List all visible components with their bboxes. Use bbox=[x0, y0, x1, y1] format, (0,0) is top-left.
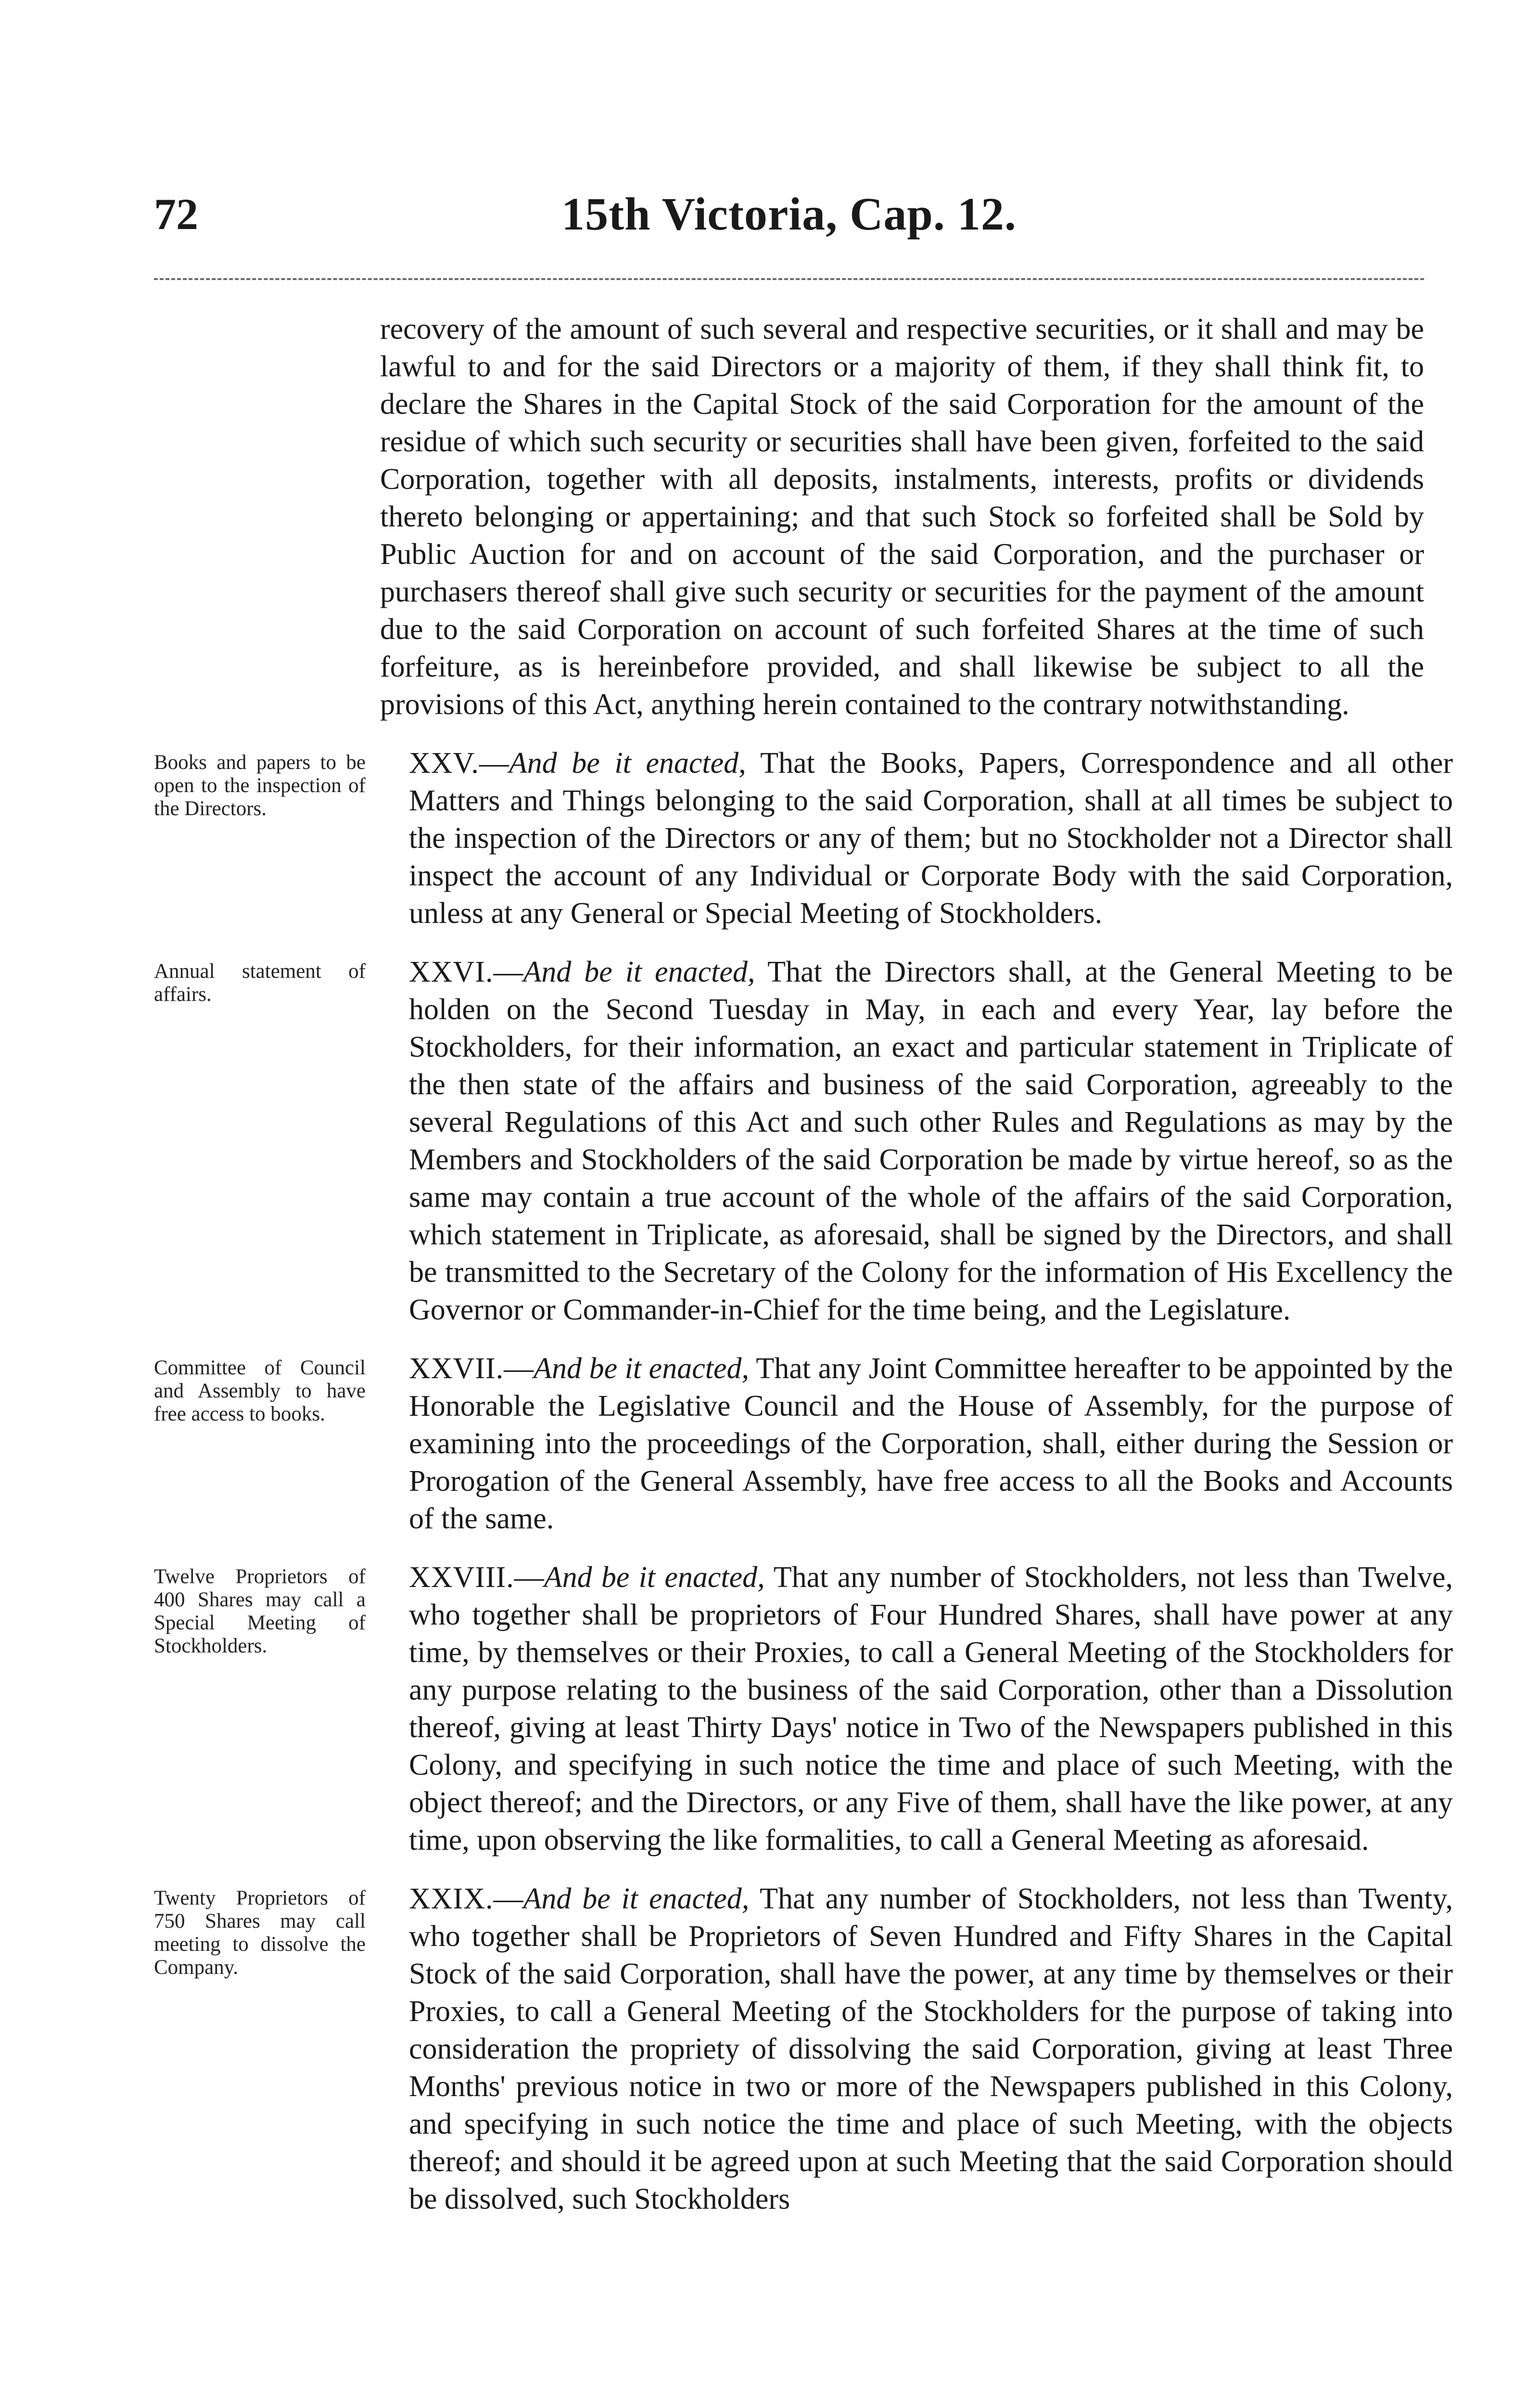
section-dash: — bbox=[514, 1561, 544, 1594]
section-text: That the Directors shall, at the General Meeting to be holden on the Second Tuesday in May, in each and every Year, lay before the Stockholders, for their information, an exact and particular statement in Triplicate of the then state of the affairs and business of the said Corporation, agreeably to the several Regulations of this Act and such other Rules and Regulations as may by the Members and Stockholders of the said Corporation be made by virtue hereof, so as the same may contain a true account of the whole of the affairs of the said Corporation, which statement in Triplicate, as aforesaid, shall be signed by the Directors, and shall be transmitted to the Secretary of the Colony for the information of His Excellency the Governor or Commander-in-Chief for the time being, and the Legislature. bbox=[409, 956, 1453, 1326]
enacting-clause: And be it enacted, bbox=[544, 1561, 765, 1594]
enacting-clause: And be it enacted, bbox=[509, 747, 746, 780]
continuation-text: recovery of the amount of such several and respective securities, or it shall and may be lawful to and for the said Directors or a majority of them, if they shall think fit, to declare the Shares in the Capital Stock of the said Corporation for the amount of the residue of which such security or securities shall have been given, forfeited to the said Corporation, together with all deposits, instalments, interests, profits or dividends thereto belonging or appertaining; and that such Stock so forfeited shall be Sold by Public Auction for and on account of the said Corporation, and the purchaser or purchasers thereof shall give such security or securities for the payment of the amount due to the said Corporation on account of such forfeited Shares at the time of such forfeiture, as is hereinbefore provided, and shall likewise be subject to all the provisions of this Act, anything herein contained to the contrary notwithstanding. bbox=[380, 313, 1424, 721]
section-xxv bbox=[154, 744, 1453, 932]
section-number: XXVIII. bbox=[409, 1561, 514, 1594]
section-dash: — bbox=[493, 956, 523, 988]
section-xxvi bbox=[154, 953, 1453, 1329]
page-number: 72 bbox=[154, 190, 198, 239]
section-body bbox=[380, 1559, 1453, 1859]
section-body bbox=[380, 1880, 1453, 2218]
page-header bbox=[154, 183, 1424, 255]
continuation-paragraph bbox=[154, 310, 1424, 723]
header-rule bbox=[154, 278, 1424, 280]
section-xxvii bbox=[154, 1350, 1453, 1537]
enacting-clause: And be it enacted, bbox=[523, 956, 755, 988]
running-title: 15th Victoria, Cap. 12. bbox=[561, 188, 1017, 240]
section-body bbox=[380, 1350, 1453, 1537]
section-text: That any number of Stockholders, not less than Twenty, who together shall be Proprietors of Seven Hundred and Fifty Shares in the Capital Stock of the said Corporation, shall have the power, at any time by themselves or their Proxies, to call a General Meeting of the Stockholders for the purpose of taking into consideration the propriety of dissolving the said Corporation, giving at least Three Months' previous notice in two or more of the Newspapers published in this Colony, and specifying in such notice the time and place of such Meeting, with the objects thereof; and should it be agreed upon at such Meeting that the said Corporation should be dissolved, such Stockholders bbox=[409, 1882, 1453, 2215]
page-body bbox=[154, 310, 1453, 2239]
section-dash: — bbox=[493, 1882, 523, 1915]
section-xxviii bbox=[154, 1559, 1453, 1859]
margin-note: Books and papers to be open to the inspection of the Directors. bbox=[154, 751, 366, 820]
section-text: That the Books, Papers, Correspondence and all other Matters and Things belonging to the said Corporation, shall at all times be subject to the inspection of the Directors or any of them; but no Stockholder not a Director shall inspect the account of any Individual or Corporate Body with the said Corporation, unless at any General or Special Meeting of Stockholders. bbox=[409, 747, 1453, 930]
section-number: XXVI. bbox=[409, 956, 494, 988]
section-dash: — bbox=[504, 1352, 534, 1385]
section-text: That any Joint Committee hereafter to be appointed by the Honorable the Legislative Council and the House of Assembly, for the purpose of examining into the proceedings of the Corporation, shall, either during the Session or Prorogation of the General Assembly, have free access to all the Books and Accounts of the same. bbox=[409, 1352, 1453, 1535]
section-body bbox=[380, 744, 1453, 932]
section-number: XXVII. bbox=[409, 1352, 504, 1385]
section-number: XXIX. bbox=[409, 1882, 494, 1915]
section-text: That any number of Stockholders, not less than Twelve, who together shall be proprietors of Four Hundred Shares, shall have power at any time, by themselves or their Proxies, to call a General Meeting of the Stockholders for any purpose relating to the business of the said Corporation, other than a Dissolution thereof, giving at least Thirty Days' notice in Two of the Newspapers published in this Colony, and specifying in such notice the time and place of such Meeting, with the object thereof; and the Directors, or any Five of them, shall have the like power, at any time, upon observing the like formalities, to call a General Meeting as aforesaid. bbox=[409, 1561, 1453, 1856]
margin-note: Twelve Proprietors of 400 Shares may call a Special Meeting of Stockholders. bbox=[154, 1565, 366, 1657]
margin-note: Committee of Council and Assembly to have free access to books. bbox=[154, 1357, 366, 1425]
margin-note: Twenty Proprietors of 750 Shares may call meeting to dissolve the Company. bbox=[154, 1887, 366, 1979]
section-xxix bbox=[154, 1880, 1453, 2218]
section-dash: — bbox=[479, 747, 509, 780]
section-body bbox=[380, 953, 1453, 1329]
section-number: XXV. bbox=[409, 747, 479, 780]
enacting-clause: And be it enacted, bbox=[534, 1352, 749, 1385]
enacting-clause: And be it enacted, bbox=[523, 1882, 750, 1915]
margin-note: Annual statement of affairs. bbox=[154, 960, 366, 1006]
